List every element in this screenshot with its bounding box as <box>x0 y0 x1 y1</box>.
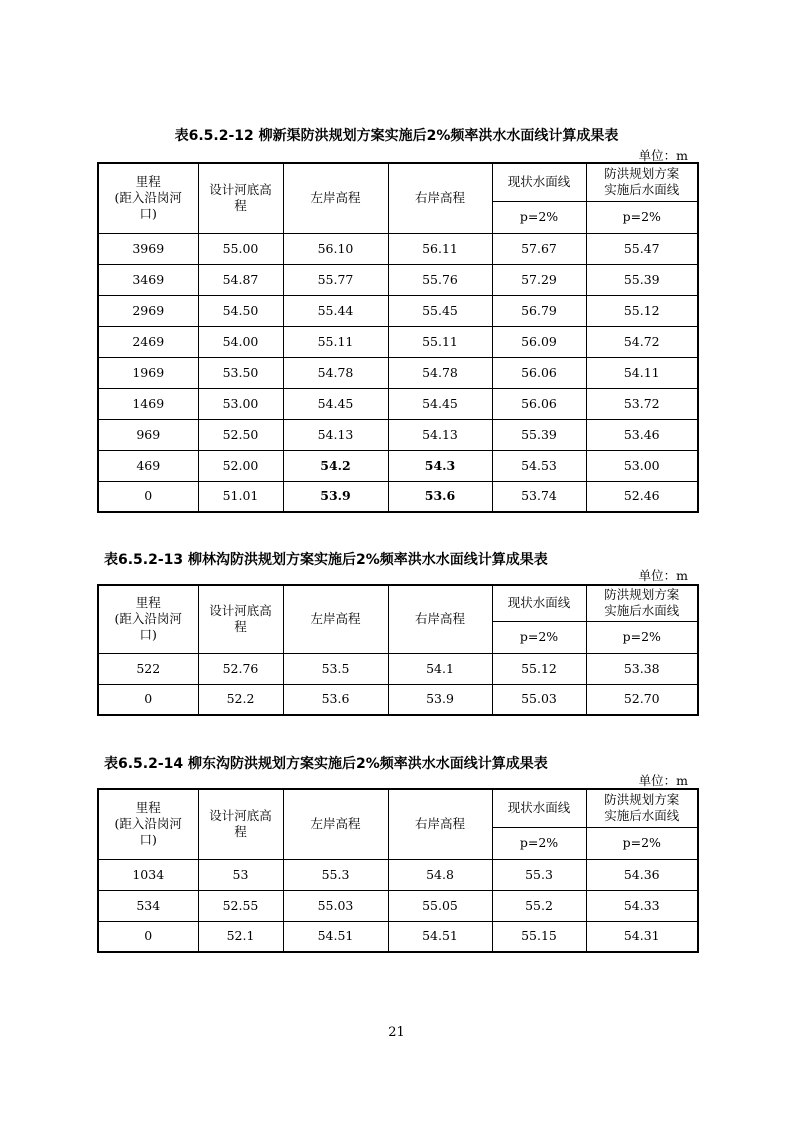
cell-right-bank: 54.1 <box>388 653 492 684</box>
cell-design-bed: 51.01 <box>198 481 283 512</box>
cell-design-bed: 52.2 <box>198 684 283 715</box>
cell-distance: 2469 <box>98 326 198 357</box>
header-freq-current: p=2% <box>492 827 586 859</box>
cell-planned-wl: 54.11 <box>586 357 698 388</box>
header-freq-current: p=2% <box>492 621 586 653</box>
cell-right-bank: 55.11 <box>388 326 492 357</box>
table-row <box>98 419 698 450</box>
cell-left-bank: 54.2 <box>283 450 388 481</box>
table-row <box>98 859 698 890</box>
cell-right-bank: 56.11 <box>388 233 492 264</box>
cell-distance: 3969 <box>98 233 198 264</box>
cell-current-wl: 55.12 <box>492 653 586 684</box>
cell-left-bank: 54.51 <box>283 921 388 952</box>
header-right-bank: 右岸高程 <box>388 789 492 859</box>
table-row <box>98 357 698 388</box>
cell-distance: 469 <box>98 450 198 481</box>
cell-right-bank: 54.8 <box>388 859 492 890</box>
cell-distance: 0 <box>98 481 198 512</box>
header-freq-planned: p=2% <box>586 201 698 233</box>
cell-current-wl: 56.09 <box>492 326 586 357</box>
cell-current-wl: 57.29 <box>492 264 586 295</box>
table-row <box>98 233 698 264</box>
header-design-bed: 设计河底高 程 <box>198 789 283 859</box>
table-title-2: 表6.5.2-13 柳林沟防洪规划方案实施后2%频率洪水水面线计算成果表 <box>104 552 548 568</box>
cell-planned-wl: 55.12 <box>586 295 698 326</box>
cell-current-wl: 56.06 <box>492 388 586 419</box>
cell-current-wl: 55.39 <box>492 419 586 450</box>
page-number: 21 <box>388 1025 405 1040</box>
cell-design-bed: 52.50 <box>198 419 283 450</box>
cell-current-wl: 55.3 <box>492 859 586 890</box>
cell-distance: 0 <box>98 921 198 952</box>
header-planned-water-level: 防洪规划方案 实施后水面线 <box>586 585 698 621</box>
cell-design-bed: 52.55 <box>198 890 283 921</box>
cell-right-bank: 53.6 <box>388 481 492 512</box>
cell-left-bank: 54.13 <box>283 419 388 450</box>
header-distance: 里程 (距入沿岗河 口) <box>98 163 198 233</box>
cell-design-bed: 53.00 <box>198 388 283 419</box>
header-right-bank: 右岸高程 <box>388 163 492 233</box>
header-right-bank: 右岸高程 <box>388 585 492 653</box>
cell-right-bank: 54.13 <box>388 419 492 450</box>
cell-design-bed: 54.50 <box>198 295 283 326</box>
cell-right-bank: 55.76 <box>388 264 492 295</box>
cell-planned-wl: 53.00 <box>586 450 698 481</box>
cell-planned-wl: 54.31 <box>586 921 698 952</box>
cell-planned-wl: 54.72 <box>586 326 698 357</box>
cell-design-bed: 54.00 <box>198 326 283 357</box>
table-title-1: 表6.5.2-12 柳新渠防洪规划方案实施后2%频率洪水水面线计算成果表 <box>174 128 619 144</box>
table-unit-1: 单位：m <box>638 148 688 163</box>
header-planned-water-level: 防洪规划方案 实施后水面线 <box>586 163 698 201</box>
header-planned-water-level: 防洪规划方案 实施后水面线 <box>586 789 698 827</box>
table-unit-2: 单位：m <box>638 568 688 583</box>
header-freq-planned: p=2% <box>586 827 698 859</box>
cell-right-bank: 53.9 <box>388 684 492 715</box>
table-row <box>98 264 698 295</box>
cell-design-bed: 52.00 <box>198 450 283 481</box>
cell-design-bed: 53 <box>198 859 283 890</box>
table-row <box>98 326 698 357</box>
table-row <box>98 921 698 952</box>
cell-current-wl: 55.03 <box>492 684 586 715</box>
header-design-bed: 设计河底高 程 <box>198 163 283 233</box>
header-freq-current: p=2% <box>492 201 586 233</box>
cell-design-bed: 53.50 <box>198 357 283 388</box>
cell-distance: 522 <box>98 653 198 684</box>
table-row <box>98 388 698 419</box>
table-unit-3: 单位：m <box>638 773 688 788</box>
table-row <box>98 295 698 326</box>
table-row <box>98 481 698 512</box>
header-left-bank: 左岸高程 <box>283 163 388 233</box>
cell-left-bank: 54.45 <box>283 388 388 419</box>
cell-left-bank: 55.03 <box>283 890 388 921</box>
cell-distance: 534 <box>98 890 198 921</box>
cell-distance: 969 <box>98 419 198 450</box>
cell-right-bank: 55.45 <box>388 295 492 326</box>
header-current-water-level: 现状水面线 <box>492 163 586 201</box>
cell-current-wl: 56.06 <box>492 357 586 388</box>
cell-left-bank: 53.5 <box>283 653 388 684</box>
cell-planned-wl: 52.70 <box>586 684 698 715</box>
cell-planned-wl: 54.33 <box>586 890 698 921</box>
water-level-table-1 <box>97 162 699 513</box>
table-title-3: 表6.5.2-14 柳东沟防洪规划方案实施后2%频率洪水水面线计算成果表 <box>104 756 548 772</box>
cell-distance: 1034 <box>98 859 198 890</box>
cell-planned-wl: 53.46 <box>586 419 698 450</box>
cell-distance: 2969 <box>98 295 198 326</box>
cell-current-wl: 55.2 <box>492 890 586 921</box>
cell-design-bed: 55.00 <box>198 233 283 264</box>
cell-right-bank: 54.45 <box>388 388 492 419</box>
cell-right-bank: 54.78 <box>388 357 492 388</box>
cell-planned-wl: 53.38 <box>586 653 698 684</box>
table-row <box>98 450 698 481</box>
water-level-table-3 <box>97 788 699 953</box>
cell-left-bank: 55.3 <box>283 859 388 890</box>
cell-current-wl: 56.79 <box>492 295 586 326</box>
cell-design-bed: 52.76 <box>198 653 283 684</box>
cell-planned-wl: 55.39 <box>586 264 698 295</box>
cell-left-bank: 54.78 <box>283 357 388 388</box>
cell-right-bank: 55.05 <box>388 890 492 921</box>
header-left-bank: 左岸高程 <box>283 789 388 859</box>
cell-left-bank: 53.6 <box>283 684 388 715</box>
cell-planned-wl: 54.36 <box>586 859 698 890</box>
cell-distance: 1469 <box>98 388 198 419</box>
header-current-water-level: 现状水面线 <box>492 585 586 621</box>
table-row <box>98 684 698 715</box>
cell-left-bank: 55.77 <box>283 264 388 295</box>
cell-current-wl: 55.15 <box>492 921 586 952</box>
header-design-bed: 设计河底高 程 <box>198 585 283 653</box>
cell-left-bank: 53.9 <box>283 481 388 512</box>
cell-left-bank: 56.10 <box>283 233 388 264</box>
cell-design-bed: 52.1 <box>198 921 283 952</box>
cell-planned-wl: 53.72 <box>586 388 698 419</box>
cell-current-wl: 53.74 <box>492 481 586 512</box>
water-level-table-2 <box>97 584 699 716</box>
cell-distance: 1969 <box>98 357 198 388</box>
cell-right-bank: 54.51 <box>388 921 492 952</box>
cell-left-bank: 55.44 <box>283 295 388 326</box>
header-left-bank: 左岸高程 <box>283 585 388 653</box>
cell-planned-wl: 55.47 <box>586 233 698 264</box>
header-freq-planned: p=2% <box>586 621 698 653</box>
cell-distance: 3469 <box>98 264 198 295</box>
header-distance: 里程 (距入沿岗河 口) <box>98 585 198 653</box>
cell-distance: 0 <box>98 684 198 715</box>
header-distance: 里程 (距入沿岗河 口) <box>98 789 198 859</box>
cell-left-bank: 55.11 <box>283 326 388 357</box>
header-current-water-level: 现状水面线 <box>492 789 586 827</box>
cell-current-wl: 57.67 <box>492 233 586 264</box>
cell-planned-wl: 52.46 <box>586 481 698 512</box>
cell-right-bank: 54.3 <box>388 450 492 481</box>
table-row <box>98 890 698 921</box>
cell-design-bed: 54.87 <box>198 264 283 295</box>
table-row <box>98 653 698 684</box>
cell-current-wl: 54.53 <box>492 450 586 481</box>
